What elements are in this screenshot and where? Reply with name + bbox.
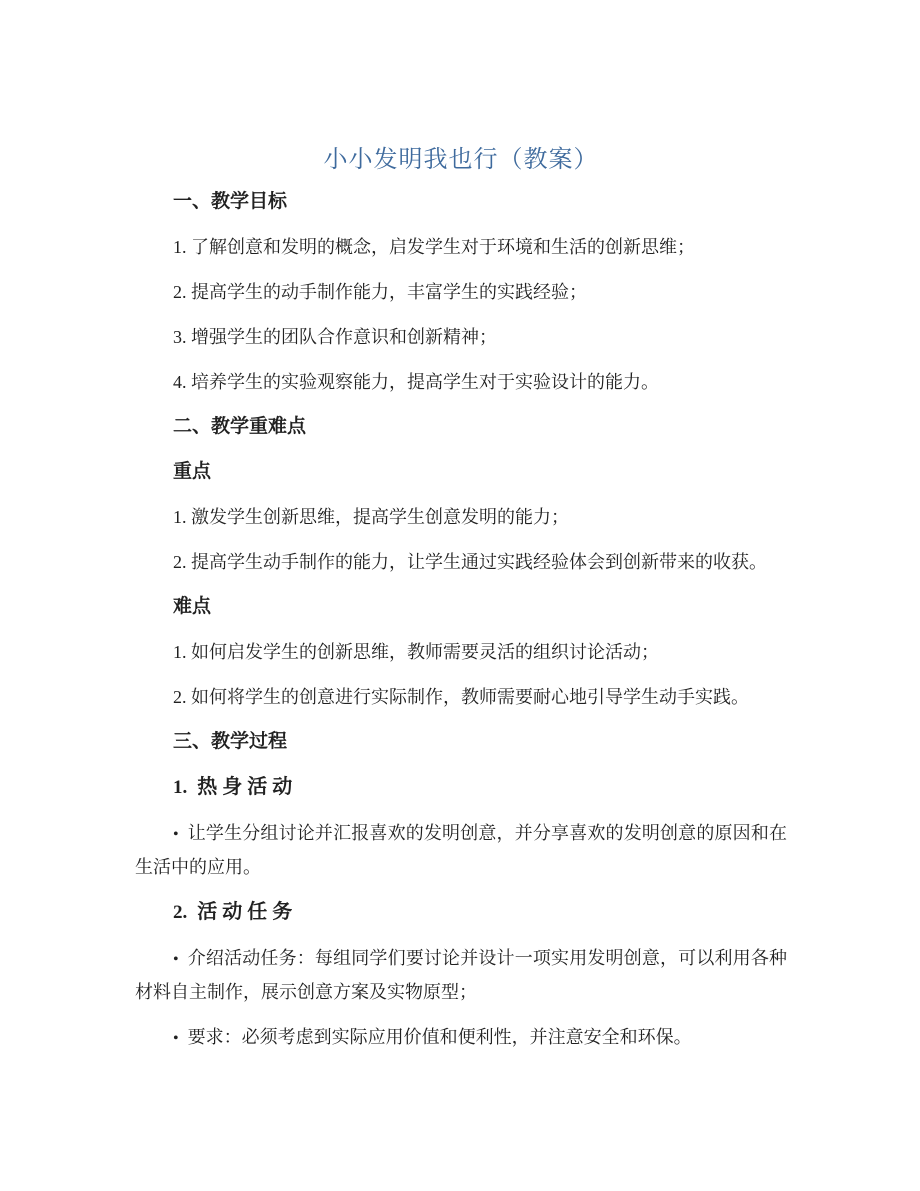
bullet-paragraph: [135, 942, 787, 1008]
bullet-paragraph: [135, 817, 787, 883]
bullet-icon: •: [173, 1030, 179, 1047]
document-title: 小小发明我也行（教案）: [323, 147, 599, 173]
bullet-icon: •: [173, 826, 179, 843]
bullet-icon: •: [173, 951, 179, 968]
subheading: 重点: [173, 461, 212, 482]
numbered-paragraph: 1. 了解创意和发明的概念，启发学生对于环境和生活的创新思维；: [173, 237, 695, 257]
numbered-paragraph: 1. 激发学生创新思维，提高学生创意发明的能力；: [173, 507, 569, 527]
numbered-subheading: [135, 896, 787, 929]
document-body: [135, 186, 787, 1055]
bullet-text: 介绍活动任务：每组同学们要讨论并设计一项实用发明创意，可以利用各种材料自主制作，展示创意方案及实物原型；: [135, 948, 787, 1002]
numbered-subheading: [135, 771, 787, 804]
section-heading: 三、教学过程: [173, 731, 288, 752]
section-heading: 一、教学目标: [173, 191, 288, 212]
subheading: 难点: [173, 596, 212, 617]
numbered-paragraph: 2. 如何将学生的创意进行实际制作，教师需要耐心地引导学生动手实践。: [173, 687, 749, 707]
bullet-text: 要求：必须考虑到实际应用价值和便利性，并注意安全和环保。: [187, 1027, 692, 1047]
section-heading: 二、教学重难点: [173, 416, 307, 437]
numbered-paragraph: 1. 如何启发学生的创新思维，教师需要灵活的组织讨论活动；: [173, 642, 659, 662]
numbered-paragraph: 2. 提高学生的动手制作能力，丰富学生的实践经验；: [173, 282, 587, 302]
subheading-number: 1.: [173, 777, 188, 798]
bullet-paragraph: [135, 1021, 787, 1055]
numbered-paragraph: 2. 提高学生动手制作的能力，让学生通过实践经验体会到创新带来的收获。: [173, 552, 767, 572]
numbered-paragraph: 3. 增强学生的团队合作意识和创新精神；: [173, 327, 497, 347]
subheading-number: 2.: [173, 902, 188, 923]
numbered-paragraph: 4. 培养学生的实验观察能力，提高学生对于实验设计的能力。: [173, 372, 659, 392]
subheading-label: 活动任务: [197, 901, 298, 923]
subheading-label: 热身活动: [197, 776, 298, 798]
bullet-text: 让学生分组讨论并汇报喜欢的发明创意，并分享喜欢的发明创意的原因和在生活中的应用。: [135, 823, 787, 877]
